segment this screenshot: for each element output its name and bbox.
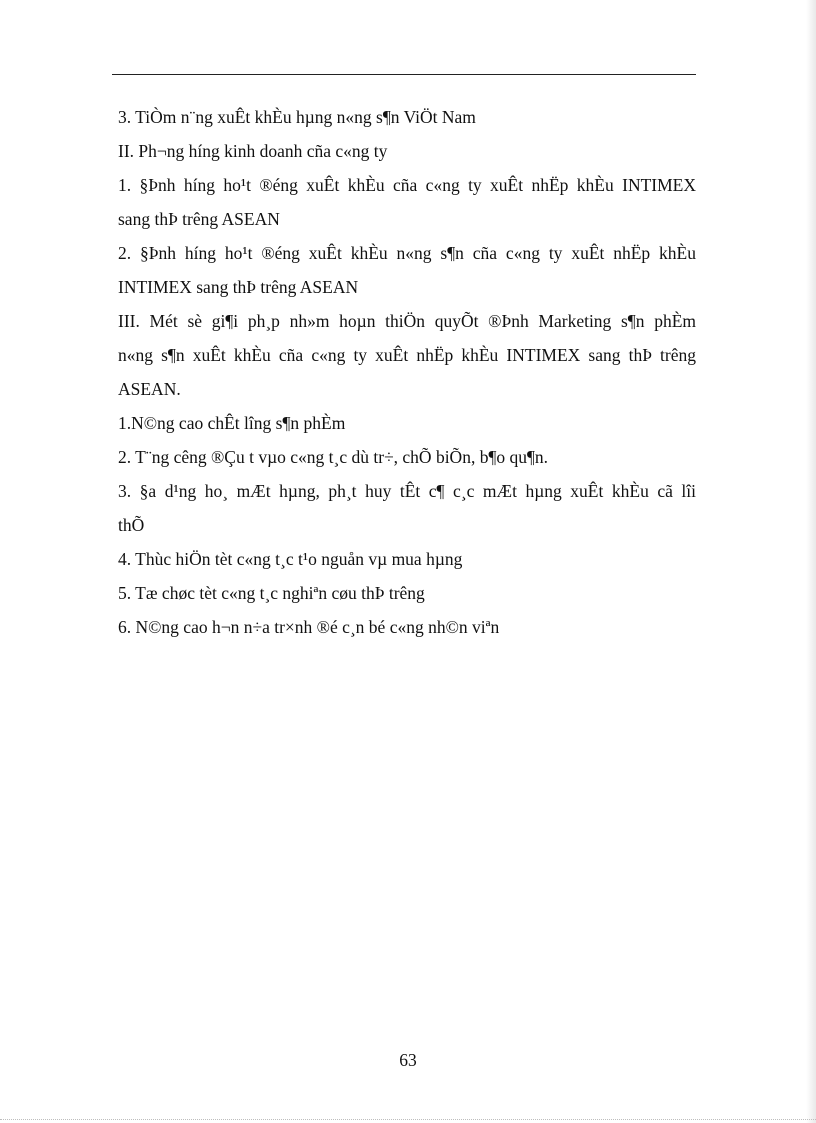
toc-line: III. Mét sè gi¶i ph¸p nh»m hoµn thiÖn quyÕt ®Þnh Marketing s¶n phÈm	[118, 311, 696, 331]
toc-line: 6. N©ng cao h¬n n÷a tr×nh ®é c¸n bé c«ng nh©n viªn	[118, 617, 500, 637]
header-rule	[112, 74, 696, 75]
toc-line: 1.N©ng cao chÊt lîng s¶n phÈm	[118, 413, 346, 433]
toc-line: thÕ	[118, 515, 145, 535]
toc-line: INTIMEX sang thÞ trêng ASEAN	[118, 277, 359, 297]
toc-line: 2. §Þnh híng ho¹t ®éng xuÊt khÈu n«ng s¶n cña c«ng ty xuÊt nhËp khÈu	[118, 243, 696, 263]
page-edge-shadow	[806, 0, 816, 1123]
toc-line: sang thÞ trêng ASEAN	[118, 209, 280, 229]
toc-line: n«ng s¶n xuÊt khÈu cña c«ng ty xuÊt nhËp khÈu INTIMEX sang thÞ trêng	[118, 345, 696, 365]
toc-line: 4. Thùc hiÖn tèt c«ng t¸c t¹o nguån vµ mua hµng	[118, 549, 463, 569]
toc-line: 5. Tæ chøc tèt c«ng t¸c nghiªn cøu thÞ trêng	[118, 583, 425, 603]
toc-line: 3. TiÒm n¨ng xuÊt khÈu hµng n«ng s¶n ViÖt Nam	[118, 107, 476, 127]
page-number: 63	[399, 1050, 417, 1070]
toc-line: 2. T¨ng cêng ®Çu t vµo c«ng t¸c dù tr÷, chÕ biÕn, b¶o qu¶n.	[118, 447, 549, 467]
toc-line: 1. §Þnh híng ho¹t ®éng xuÊt khÈu cña c«ng ty xuÊt nhËp khÈu INTIMEX	[118, 175, 696, 195]
table-of-contents	[118, 100, 696, 644]
toc-line: ASEAN.	[118, 379, 181, 399]
page-bottom-edge	[0, 1119, 816, 1120]
toc-line: II. Ph¬ng híng kinh doanh cña c«ng ty	[118, 141, 388, 161]
toc-line: 3. §a d¹ng ho¸ mÆt hµng, ph¸t huy tÊt c¶ c¸c mÆt hµng xuÊt khÈu cã lîi	[118, 481, 696, 501]
